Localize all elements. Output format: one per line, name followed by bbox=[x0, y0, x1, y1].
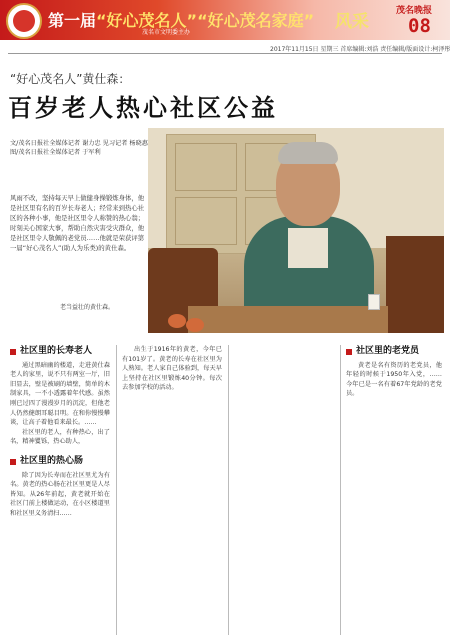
date-editor-line: 2017年11月15日 星期三 首席编辑:刘浩 责任编辑/版面设计:柯泽彤 bbox=[270, 46, 450, 53]
banner-feng: 风采 bbox=[335, 12, 369, 32]
column-2-para-1: 出生于1916年的黄老，今年已有101岁了。黄老的长寿在社区里为人熟知。老人家自己体验到，每天早上坚持在社区里锻炼40分钟。每次去参加学校的活动。 bbox=[122, 346, 222, 392]
header-divider bbox=[8, 53, 442, 54]
column-2 bbox=[122, 345, 222, 393]
column-1-para-1: 通过黑暗幽的楼道，走进黄仕森老人的家里，说不只有两室一厅，旧旧显去，壁是被刷的墙壁，简单的木制家具，一不小透露着年代感。虽然刚已过四了漫漫岁月的沉淀，但他老人仍然健朗耳聪目明。在和你慢慢攀谈，让高子着他看来最长。…… bbox=[10, 361, 110, 427]
section-heading-2: 社区里的热心肠 bbox=[10, 457, 110, 467]
banner-title-prefix: 第一届 bbox=[48, 11, 97, 30]
column-1-para-3: 除了因为长寿而在社区里尤为有名。黄老的热心肠在社区里更是人尽皆知。从26年前起，黄老就开始在社区门前上楼做运动，在小区楼道里和社区里义务清扫…… bbox=[10, 471, 110, 517]
article-kicker: “好心茂名人”黄仕森： bbox=[10, 72, 131, 86]
paper-name: 茂名晚报 bbox=[396, 6, 433, 16]
column-divider bbox=[116, 345, 117, 635]
section-heading-3: 社区里的老党员 bbox=[346, 347, 442, 357]
article-byline: 文/茂名日报社全媒体记者 谢力忠 见习记者 杨晓惠 图/茂名日报社全媒体记者 于军利 bbox=[10, 140, 148, 156]
banner-subtitle: 茂名市文明委主办 bbox=[142, 29, 191, 36]
column-divider bbox=[228, 345, 229, 635]
column-1 bbox=[10, 345, 110, 519]
column-4-para-1: 黄老是名有资历的老党员，他年轻的时候于1950年入党，……今年已是一名有着67年党龄的老党员。 bbox=[346, 361, 442, 398]
photo-caption: 老当益壮的黄仕森。 bbox=[60, 304, 115, 311]
page-number: 08 bbox=[408, 15, 431, 37]
column-4 bbox=[346, 345, 442, 399]
banner-title-em1: “好心茂名人” bbox=[96, 11, 198, 30]
chair-right-shape bbox=[386, 236, 444, 333]
column-1-para-2: 社区里的老人，有种热心，出了名，精神矍铄，热心助人， bbox=[10, 428, 110, 446]
article-summary: 风雨不改，坚持每天早上做健身操锻炼身体，他是社区里有名的百岁长寿老人；经常来到热心社区的各种小事，他是社区里令人称赞的热心翁；时刻关心国家大事，帮助自然灾害受灾群众，他是社区里令人敬佩的老党员……他就是荣获评第一届“好心茂名人”(助人为乐类)的黄仕森。 bbox=[10, 194, 145, 252]
article-headline: 百岁老人热心社区公益 bbox=[8, 93, 278, 122]
event-logo-icon bbox=[6, 3, 42, 39]
banner-title-em2: “好心茂名家庭” bbox=[197, 11, 315, 30]
masthead-banner bbox=[0, 0, 450, 40]
cup-shape bbox=[368, 294, 380, 310]
table-shape bbox=[188, 306, 388, 333]
column-divider bbox=[340, 345, 341, 635]
article-photo bbox=[148, 128, 444, 333]
section-heading-1: 社区里的长寿老人 bbox=[10, 347, 110, 357]
